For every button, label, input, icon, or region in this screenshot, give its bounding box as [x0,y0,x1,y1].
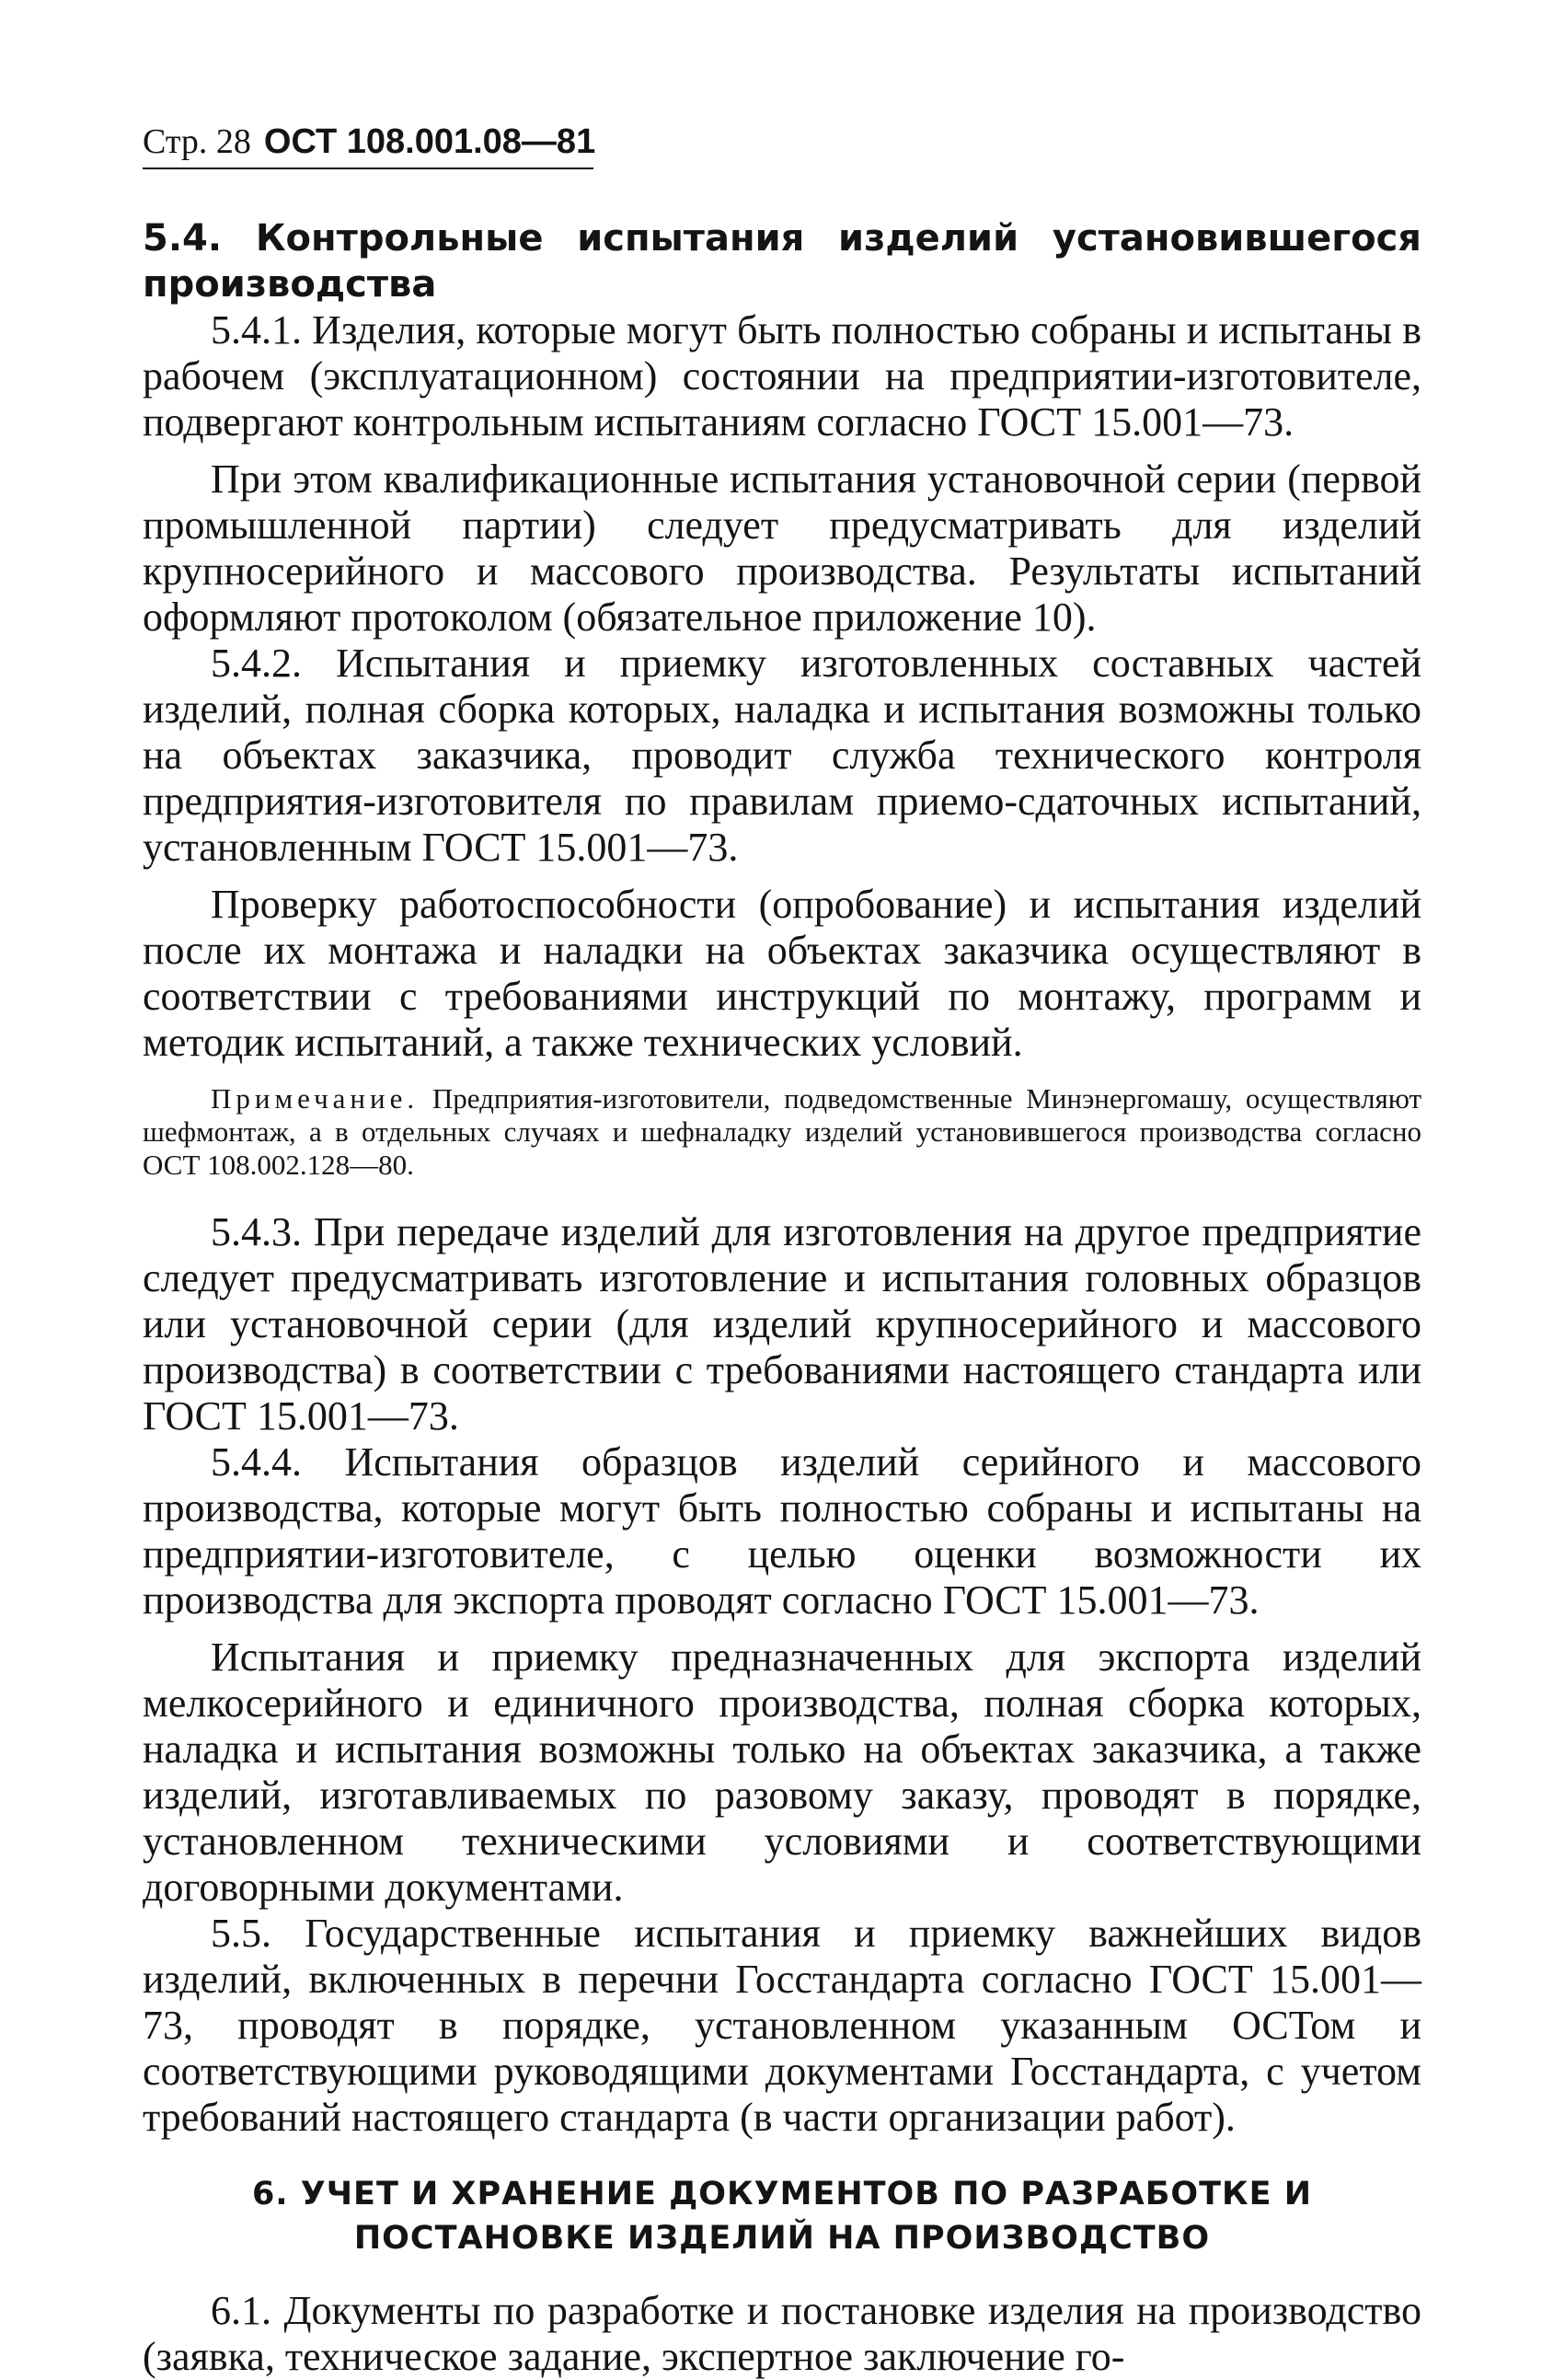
paragraph-5-4-1: 5.4.1. Изделия, которые могут быть полностью собраны и испытаны в рабочем (эксплуатационном) состоянии на предприятии-изготовителе, подвергают контрольным испытаниям согласно ГОСТ 15.001—73. [143,307,1421,445]
page-number: Стр. 28 [143,122,251,161]
document-page [143,120,1421,2380]
paragraph-5-4-3: 5.4.3. При передаче изделий для изготовления на другое предприятие следует предусматривать изготовление и испытания головных образцов или установочной серии (для изделий крупносерийного и массового производства) в соответствии с требованиями настоящего стандарта или ГОСТ 15.001—73. [143,1209,1421,1438]
section-title: 6. УЧЕТ И ХРАНЕНИЕ ДОКУМЕНТОВ ПО РАЗРАБОТКЕ И ПОСТАНОВКЕ ИЗДЕЛИЙ НА ПРОИЗВОДСТВО [251,2176,1313,2257]
paragraph-operability-check: Проверку работоспособности (опробование) и испытания изделий после их монтажа и наладки на объектах заказчика осуществляют в соответствии с требованиями инструкций по монтажу, программ и методик испытаний, а также технических условий. [143,882,1421,1065]
page-header [143,120,596,169]
subsection-title: 5.4. Контрольные испытания изделий установившегося производства [143,217,1421,306]
paragraph-5-5: 5.5. Государственные испытания и приемку важнейших видов изделий, включенных в перечни Госстандарта согласно ГОСТ 15.001—73, проводят в порядке, установленном указанным ОСТом и соответствующими руководящими документами Госстандарта, с учетом требований настоящего стандарта (в части организации работ). [143,1911,1421,2140]
paragraph-5-4-4: 5.4.4. Испытания образцов изделий серийного и массового производства, которые могут быть полностью собраны и испытаны на предприятии-изготовителе, с целью оценки возможности их производства для экспорта проводят согласно ГОСТ 15.001—73. [143,1439,1421,1623]
paragraph-export-acceptance: Испытания и приемку предназначенных для экспорта изделий мелкосерийного и единичного производства, полная сборка которых, наладка и испытания возможны только на объектах заказчика, а также изделий, изготавливаемых по разовому заказу, проводят в порядке, установленном техническими условиями и соответствующими договорными документами. [143,1635,1421,1910]
paragraph-qualification-tests: При этом квалификационные испытания установочной серии (первой промышленной партии) следует предусматривать для изделий крупносерийного и массового производства. Результаты испытаний оформляют протоколом (обязательное приложение 10). [143,456,1421,640]
note [143,1082,1421,1182]
standard-number: ОСТ 108.001.08—81 [263,122,596,161]
note-text: Предприятия-изготовители, подведомственные Минэнергомашу, осуществляют шефмонтаж, а в отдельных случаях и шефналадку изделий установившегося производства согласно ОСТ 108.002.128—80. [143,1082,1422,1181]
note-label: Примечание. [211,1082,420,1115]
paragraph-5-4-2: 5.4.2. Испытания и приемку изготовленных составных частей изделий, полная сборка которых, наладка и испытания возможны только на объектах заказчика, проводит служба технического контроля предприятия-изготовителя по правилам приемо-сдаточных испытаний, установленным ГОСТ 15.001—73. [143,641,1421,870]
paragraph-6-1: 6.1. Документы по разработке и постановке изделия на производство (заявка, техническое задание, экспертное заключение го- [143,2288,1421,2379]
